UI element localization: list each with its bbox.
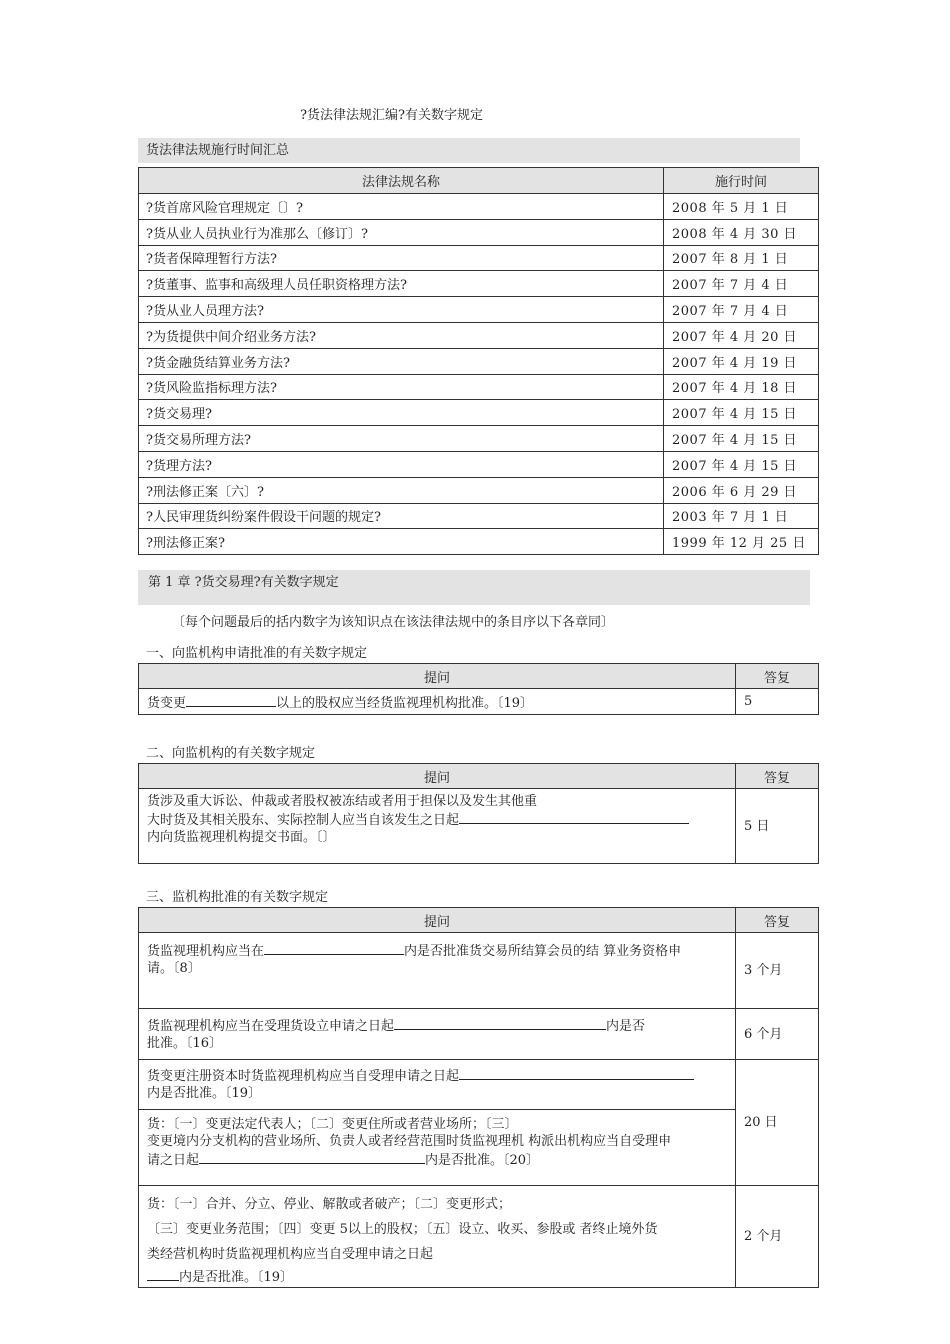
- chapter-band: 第 1 章 ?货交易理?有关数字规定: [138, 570, 810, 605]
- header-name: 法律法规名称: [139, 168, 664, 194]
- question-header: 提问: [139, 664, 736, 689]
- question-header: 提问: [139, 908, 736, 933]
- table-row: [139, 426, 819, 452]
- regulation-name: ?货从业人员执业行为准那么〔修订〕?: [139, 219, 664, 245]
- question-cell: [139, 1186, 736, 1288]
- effective-date: 2007 年 4 月 15 日: [664, 451, 819, 477]
- regulation-name: ?人民审理货纠纷案件假设干问题的规定?: [139, 503, 664, 529]
- answer-blank: [186, 693, 276, 707]
- question-text: 内是否批准。〔19〕: [147, 1086, 262, 1101]
- section2-table: [138, 763, 819, 864]
- table-row: [139, 789, 819, 864]
- question-text: 货：〔一〕合并、分立、停业、解散或者破产；〔二〕变更形式；: [147, 1197, 512, 1212]
- effective-date: 2007 年 7 月 4 日: [664, 271, 819, 297]
- table-row: [139, 322, 819, 348]
- answer-blank: [264, 941, 404, 955]
- question-text: 类经营机构时货监视理机构应当自受理申请之日起: [147, 1247, 434, 1262]
- table-row: [139, 689, 819, 715]
- effective-date: 2008 年 5 月 1 日: [664, 194, 819, 220]
- question-text: 内是否批准。〔19〕: [179, 1270, 294, 1285]
- effective-date: 2007 年 4 月 15 日: [664, 400, 819, 426]
- question-text: 货变更注册资本时货监视理机构应当自受理申请之日起: [147, 1069, 460, 1084]
- effective-date: 2007 年 4 月 15 日: [664, 426, 819, 452]
- document-title: ?货法律法规汇编?有关数字规定: [300, 108, 483, 123]
- question-cell: [139, 789, 736, 864]
- regulation-name: ?货交易所理方法?: [139, 426, 664, 452]
- question-text-line: [147, 941, 729, 960]
- regulation-name: ?刑法修正案?: [139, 529, 664, 555]
- question-text: 〔三〕变更业务范围；〔四〕变更 5以上的股权；〔五〕设立、收买、参股或 者终止境外货: [147, 1222, 658, 1237]
- regulation-name: ?货交易理?: [139, 400, 664, 426]
- regulation-name: ?货首席风险官理规定〔〕?: [139, 194, 664, 220]
- question-text: 货监视理机构应当在: [147, 944, 265, 959]
- table-row: [139, 219, 819, 245]
- answer-blank: [147, 1267, 179, 1281]
- regulation-name: ?货金融货结算业务方法?: [139, 348, 664, 374]
- table-header-row: [139, 168, 819, 194]
- question-text: 请。〔8〕: [147, 961, 201, 976]
- effective-date: 2007 年 8 月 1 日: [664, 245, 819, 271]
- effective-date: 2007 年 7 月 4 日: [664, 297, 819, 323]
- section2-title: 二、向监机构的有关数字规定: [146, 746, 316, 761]
- section1-title: 一、向监机构申请批准的有关数字规定: [146, 646, 368, 661]
- summary-band: 货法律法规施行时间汇总: [138, 138, 800, 163]
- question-cell: [139, 1060, 736, 1110]
- section3-table: [138, 907, 819, 1288]
- table-row: [139, 374, 819, 400]
- question-text: 以上的股权应当经货监视理机构批准。〔19〕: [276, 696, 534, 711]
- question-text: 内是否: [606, 1019, 646, 1034]
- regulation-name: ?为货提供中间介绍业务方法?: [139, 322, 664, 348]
- table-row: [139, 245, 819, 271]
- effective-date: 2007 年 4 月 19 日: [664, 348, 819, 374]
- table-row: [139, 933, 819, 1009]
- effective-date: 2006 年 6 月 29 日: [664, 477, 819, 503]
- table-row: [139, 1060, 819, 1110]
- question-text: 变更境内分支机构的营业场所、负责人或者经营范围时货监视理机 构派出机构应当自受理申: [147, 1134, 672, 1149]
- question-text-line: [147, 1267, 729, 1287]
- answer-blank: [394, 1016, 606, 1030]
- regulation-name: ?刑法修正案〔六〕?: [139, 477, 664, 503]
- table-row: [139, 297, 819, 323]
- effective-date: 2003 年 7 月 1 日: [664, 503, 819, 529]
- answer-cell: 6 个月: [736, 1009, 819, 1060]
- question-text-line: [147, 1150, 729, 1169]
- answer-blank: [199, 1150, 425, 1164]
- answer-header: 答复: [736, 764, 819, 789]
- regulation-name: ?货从业人员理方法?: [139, 297, 664, 323]
- answer-blank: [459, 1066, 694, 1080]
- question-text: 内是否批准。〔20〕: [425, 1153, 540, 1168]
- answer-header: 答复: [736, 908, 819, 933]
- question-text: 请之日起: [147, 1153, 200, 1168]
- table-row: [139, 477, 819, 503]
- table-row: [139, 451, 819, 477]
- regulation-name: ?货董事、监事和高级理人员任职资格理方法?: [139, 271, 664, 297]
- question-text-line: [147, 810, 729, 829]
- effective-date: 2008 年 4 月 30 日: [664, 219, 819, 245]
- answer-cell: 5: [736, 689, 819, 715]
- answer-cell: 20 日: [736, 1060, 819, 1186]
- regulation-name: ?货理方法?: [139, 451, 664, 477]
- table-row: [139, 529, 819, 555]
- table-row: [139, 1110, 819, 1186]
- question-text: 货：〔一〕变更法定代表人；〔二〕变更住所或者营业场所；〔三〕: [147, 1117, 518, 1132]
- question-cell: [139, 1009, 736, 1060]
- effective-date: 2007 年 4 月 20 日: [664, 322, 819, 348]
- section1-table: [138, 663, 819, 715]
- header-date: 施行时间: [664, 168, 819, 194]
- question-cell: [139, 933, 736, 1009]
- answer-cell: 3 个月: [736, 933, 819, 1009]
- question-text: 批准。〔16〕: [147, 1036, 223, 1051]
- answer-blank: [459, 810, 689, 824]
- question-cell: [139, 1110, 736, 1186]
- table-row: [139, 503, 819, 529]
- answer-cell: 5 日: [736, 789, 819, 864]
- question-text-line: [147, 1066, 729, 1085]
- question-text: 货变更: [147, 696, 187, 711]
- question-text: 货监视理机构应当在受理货设立申请之日起: [147, 1019, 395, 1034]
- question-text: 内是否批准货交易所结算会员的结 算业务资格申: [404, 944, 682, 959]
- table-row: [139, 400, 819, 426]
- table-row: [139, 1009, 819, 1060]
- question-text: 大时货及其相关股东、实际控制人应当自该发生之日起: [147, 813, 460, 828]
- question-text: 内向货监视理机构提交书面。〔〕: [147, 830, 336, 845]
- answer-cell: 2 个月: [736, 1186, 819, 1288]
- regulation-name: ?货风险监指标理方法?: [139, 374, 664, 400]
- table-row: [139, 1186, 819, 1288]
- table-row: [139, 271, 819, 297]
- effective-date: 2007 年 4 月 18 日: [664, 374, 819, 400]
- question-text: 货涉及重大诉讼、仲裁或者股权被冻结或者用于担保以及发生其他重: [147, 794, 538, 809]
- regulation-name: ?货者保障理暂行方法?: [139, 245, 664, 271]
- question-header: 提问: [139, 764, 736, 789]
- question-cell: [139, 689, 736, 715]
- question-text-line: [147, 1016, 729, 1035]
- chapter-note: 〔每个问题最后的括内数字为该知识点在该法律法规中的条目序以下各章同〕: [172, 615, 615, 630]
- answer-header: 答复: [736, 664, 819, 689]
- section3-title: 三、监机构批准的有关数字规定: [146, 890, 329, 905]
- table-row: [139, 348, 819, 374]
- effective-date: 1999 年 12 月 25 日: [664, 529, 819, 555]
- regulations-table: [138, 167, 819, 555]
- table-row: [139, 194, 819, 220]
